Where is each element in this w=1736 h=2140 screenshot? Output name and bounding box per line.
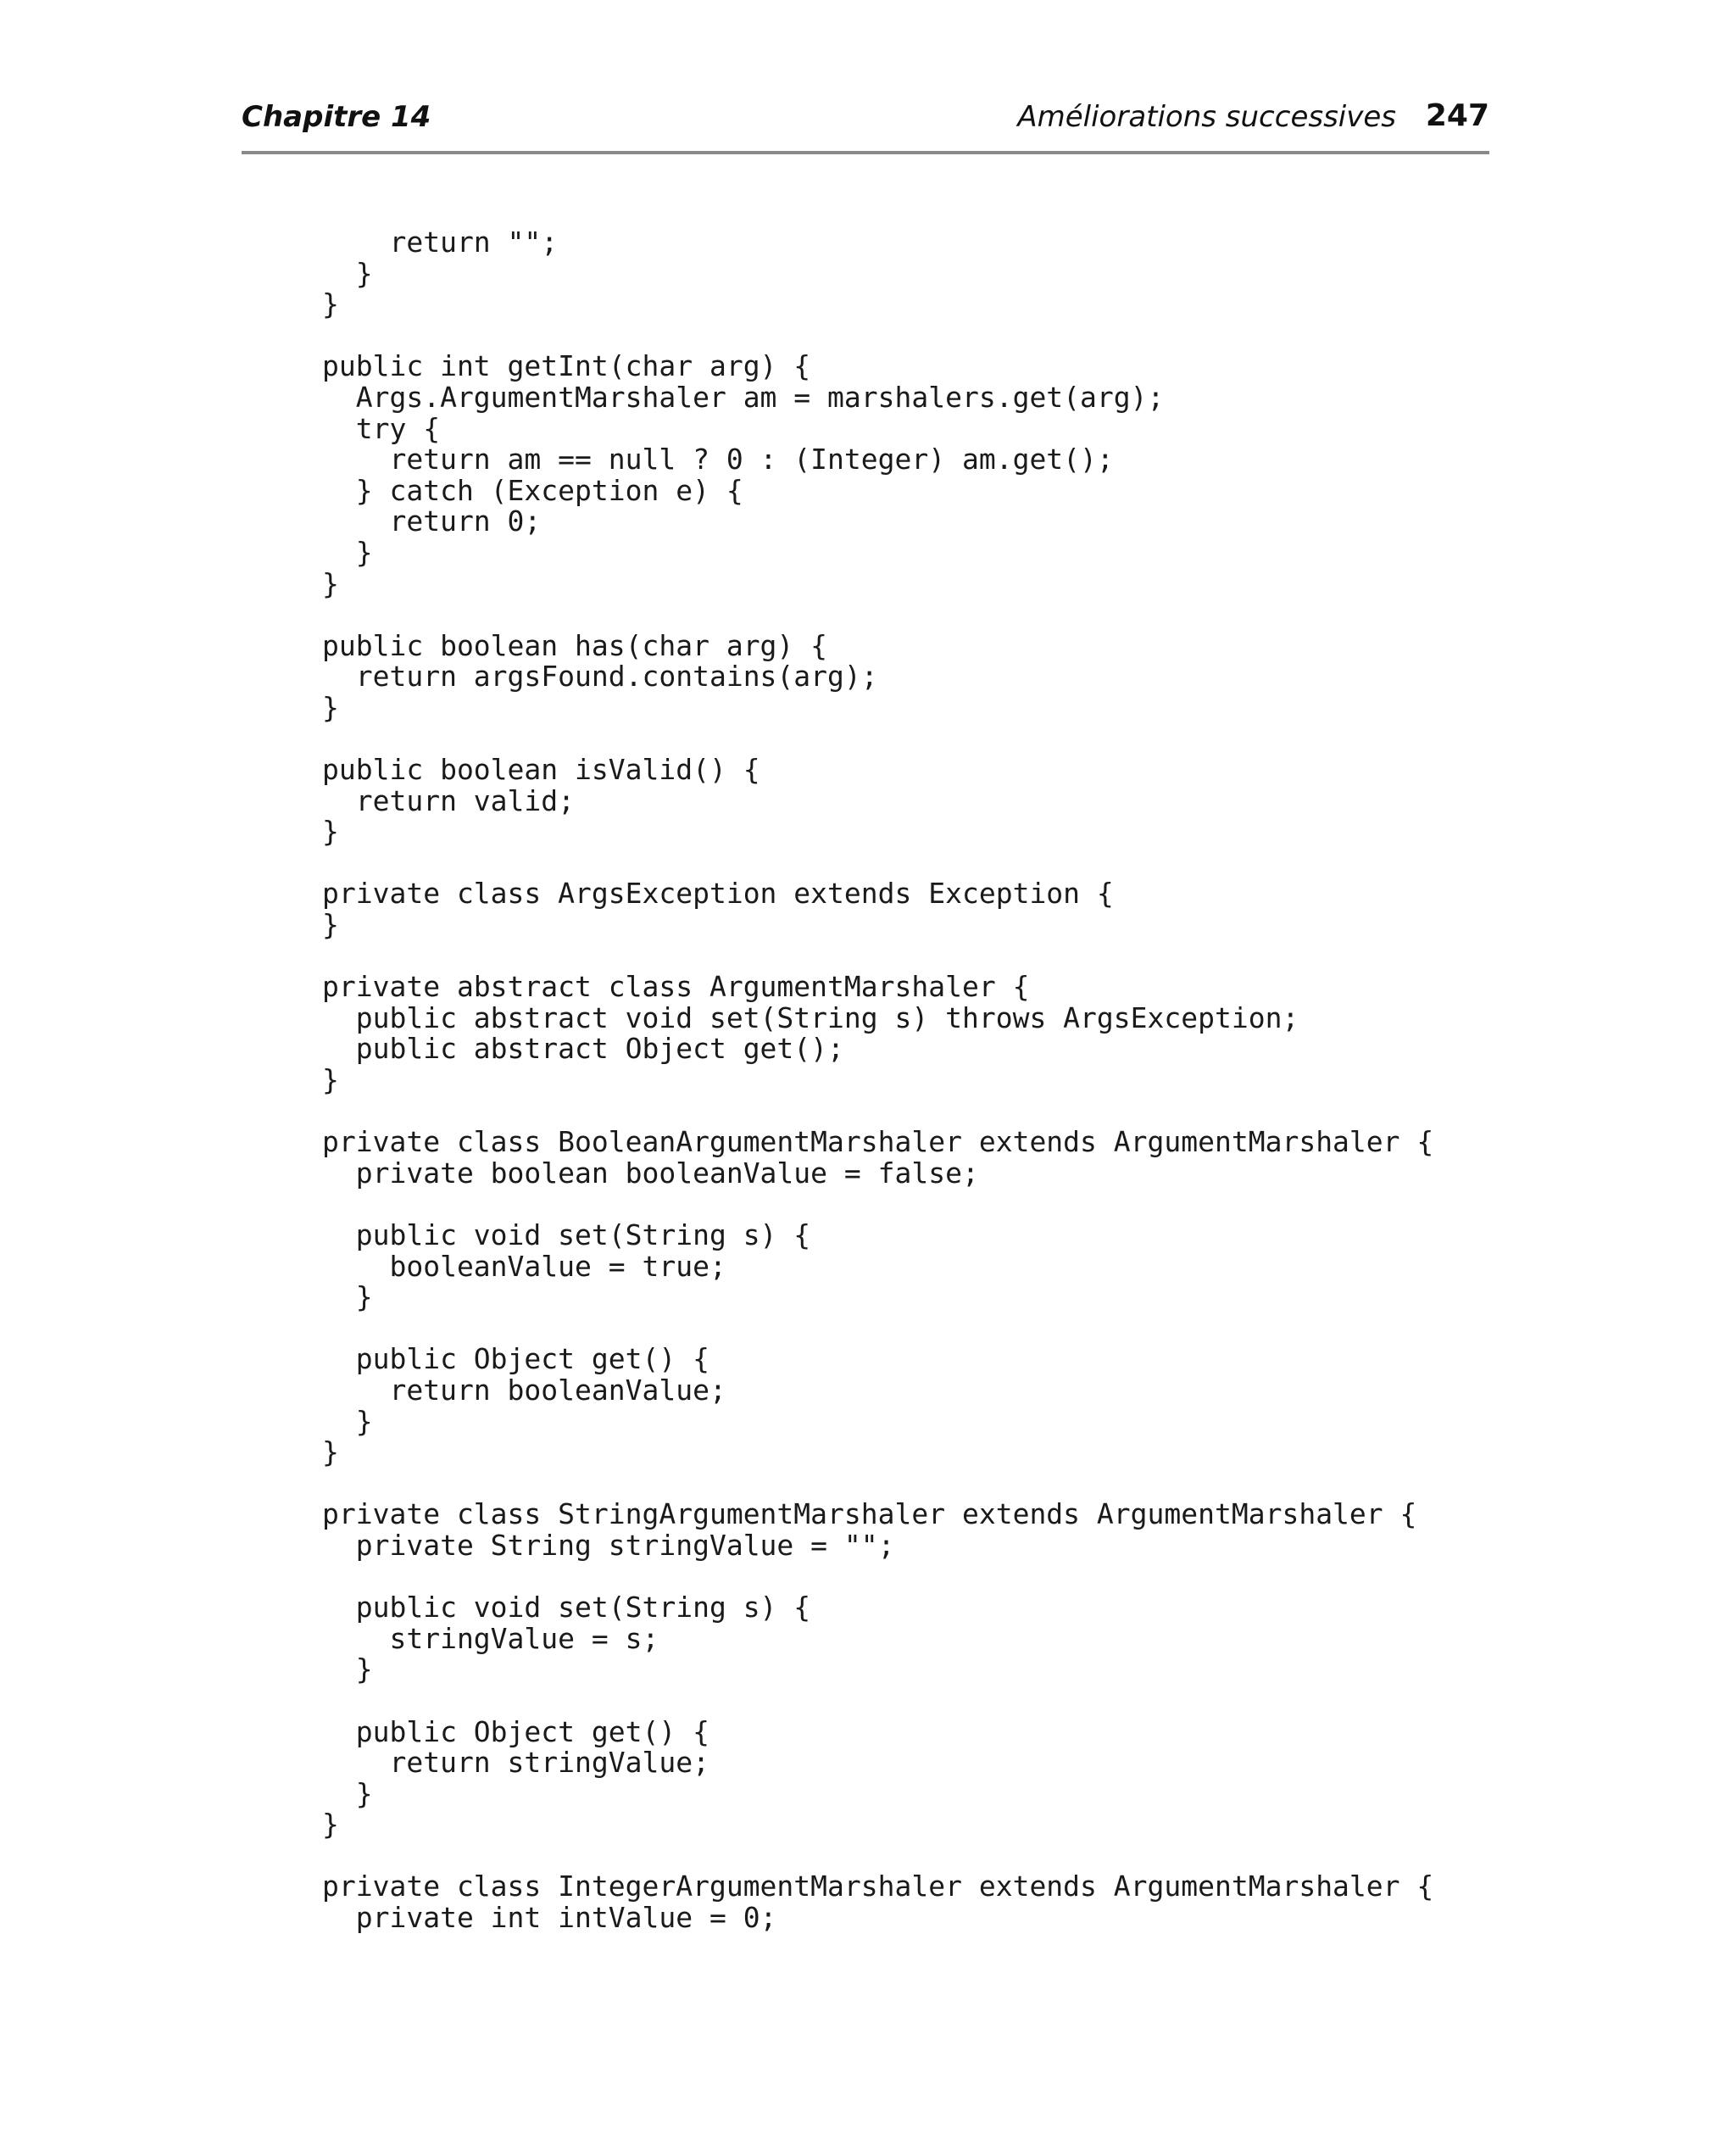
code-line bbox=[322, 320, 1433, 352]
code-line bbox=[322, 1313, 1433, 1345]
code-line: private int intValue = 0; bbox=[322, 1901, 777, 1935]
code-line: private class IntegerArgumentMarshaler extends ArgumentMarshaler { bbox=[322, 1870, 1434, 1903]
code-line: } catch (Exception e) { bbox=[322, 473, 743, 507]
code-line bbox=[322, 1468, 1433, 1500]
section-title: Améliorations successives bbox=[1017, 100, 1396, 134]
code-line: public void set(String s) { bbox=[322, 1218, 811, 1251]
code-line: } bbox=[322, 1435, 339, 1469]
code-line: public abstract Object get(); bbox=[322, 1032, 844, 1066]
page-header bbox=[242, 95, 1489, 154]
code-line bbox=[322, 599, 1433, 631]
code-line: private abstract class ArgumentMarshaler { bbox=[322, 970, 1030, 1004]
code-line: public Object get() { bbox=[322, 1714, 709, 1748]
code-line: } bbox=[322, 908, 339, 942]
code-line: } bbox=[322, 566, 339, 600]
code-line: public int getInt(char arg) { bbox=[322, 349, 811, 383]
code-line: } bbox=[322, 690, 339, 724]
code-line bbox=[322, 1189, 1433, 1220]
code-line: } bbox=[322, 1280, 373, 1314]
code-line: public void set(String s) { bbox=[322, 1591, 811, 1625]
code-line: } bbox=[322, 1776, 373, 1810]
code-line: } bbox=[322, 815, 339, 849]
code-line: private class BooleanArgumentMarshaler extends ArgumentMarshaler { bbox=[322, 1125, 1434, 1159]
code-line: return 0; bbox=[322, 504, 542, 538]
code-line: } bbox=[322, 1652, 373, 1686]
code-line: booleanValue = true; bbox=[322, 1249, 726, 1283]
code-line bbox=[322, 941, 1433, 972]
code-line: public abstract void set(String s) throws ArgsException; bbox=[322, 1000, 1299, 1034]
code-line bbox=[322, 1562, 1433, 1593]
code-line: stringValue = s; bbox=[322, 1621, 659, 1655]
code-line: } bbox=[322, 535, 373, 569]
code-line: private class StringArgumentMarshaler extends ArgumentMarshaler { bbox=[322, 1497, 1417, 1531]
code-line: private boolean booleanValue = false; bbox=[322, 1156, 979, 1190]
code-line: return stringValue; bbox=[322, 1746, 709, 1780]
code-line: } bbox=[322, 287, 339, 321]
code-listing bbox=[322, 227, 1433, 1934]
chapter-label: Chapitre 14 bbox=[242, 100, 431, 134]
code-line: Args.ArgumentMarshaler am = marshalers.get(arg); bbox=[322, 380, 1165, 414]
code-line bbox=[322, 1096, 1433, 1128]
code-line bbox=[322, 1686, 1433, 1717]
code-line: } bbox=[322, 256, 373, 290]
code-line: return am == null ? 0 : (Integer) am.get(); bbox=[322, 443, 1114, 476]
code-line: return ""; bbox=[322, 226, 559, 259]
code-line: public boolean has(char arg) { bbox=[322, 628, 828, 662]
code-line: return valid; bbox=[322, 783, 576, 817]
code-line bbox=[322, 848, 1433, 879]
code-line: return booleanValue; bbox=[322, 1373, 726, 1407]
code-line bbox=[322, 1841, 1433, 1872]
code-line: public boolean isValid() { bbox=[322, 753, 760, 787]
code-line bbox=[322, 724, 1433, 755]
code-line: return argsFound.contains(arg); bbox=[322, 660, 878, 694]
code-line: } bbox=[322, 1808, 339, 1842]
code-line: private String stringValue = ""; bbox=[322, 1528, 895, 1562]
page-number: 247 bbox=[1425, 98, 1489, 133]
code-line: private class ArgsException extends Exception { bbox=[322, 877, 1114, 911]
code-line: } bbox=[322, 1063, 339, 1097]
code-line: try { bbox=[322, 411, 441, 445]
code-line: } bbox=[322, 1404, 373, 1438]
code-line: public Object get() { bbox=[322, 1342, 709, 1376]
